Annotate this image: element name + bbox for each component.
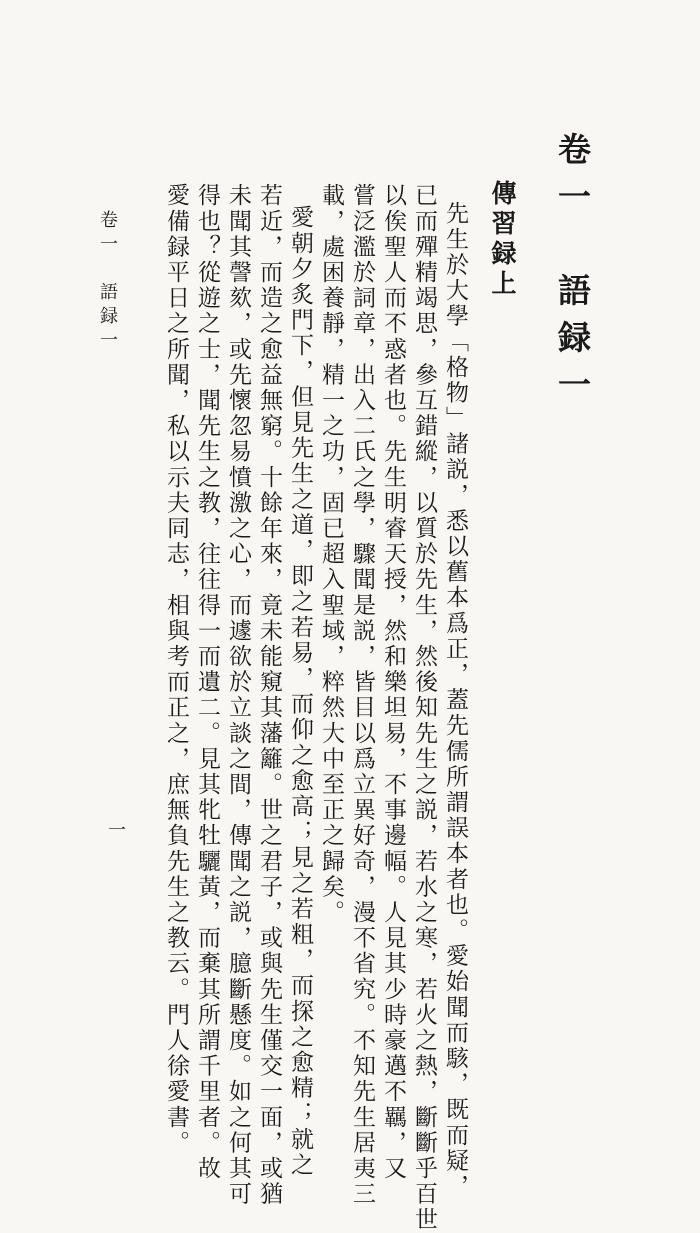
text-line-3: 以俟聖人而不惑者也。先生明睿天授，然和樂坦易，不事邊幅。人見其少時豪邁不羈，又 [380,183,406,1182]
volume-title: 卷一 語録一 [553,132,592,414]
text-line-6: 愛朝夕炙門下，但見先生之道，即之若易，而仰之愈高；見之若粗，而探之愈精；就之 [287,205,313,1178]
text-line-2: 已而殫精竭思，參互錯縱，以質於先生，然後知先生之説，若水之寒，若火之熱，斷斷乎百世 [411,183,437,1233]
text-line-10: 愛備録平日之所聞，私以示夫同志，相與考而正之，庶無負先生之教云。門人徐愛書。 [163,183,189,1156]
text-line-1: 先生於大學「格物」諸説，悉以舊本爲正，蓋先儒所謂誤本者也。愛始聞而駭，既而疑， [442,201,468,1200]
text-line-7: 若近，而造之愈益無窮。十餘年來，竟未能窺其藩籬。世之君子，或與先生僅交一面，或猶 [256,183,282,1207]
running-head: 卷一 語録一 [97,210,118,354]
text-line-5: 載，處困養靜，精一之功，固已超入聖域，粹然大中至正之歸矣。 [318,183,344,926]
text-line-4: 嘗泛濫於詞章，出入二氏之學，驟聞是説，皆目以爲立異好奇，漫不省究。不知先生居夷三 [349,183,375,1207]
page-number: 一 [105,820,126,838]
section-title: 傳習録上 [488,180,517,300]
text-line-9: 得也？從遊之士，聞先生之教，往往得一而遺二。見其牝牡驪黃，而棄其所謂千里者。故 [194,183,220,1182]
text-line-8: 未聞其謦欬，或先懷忽易憤激之心，而遽欲於立談之間，傳聞之説，臆斷懸度。如之何其可 [225,183,251,1207]
